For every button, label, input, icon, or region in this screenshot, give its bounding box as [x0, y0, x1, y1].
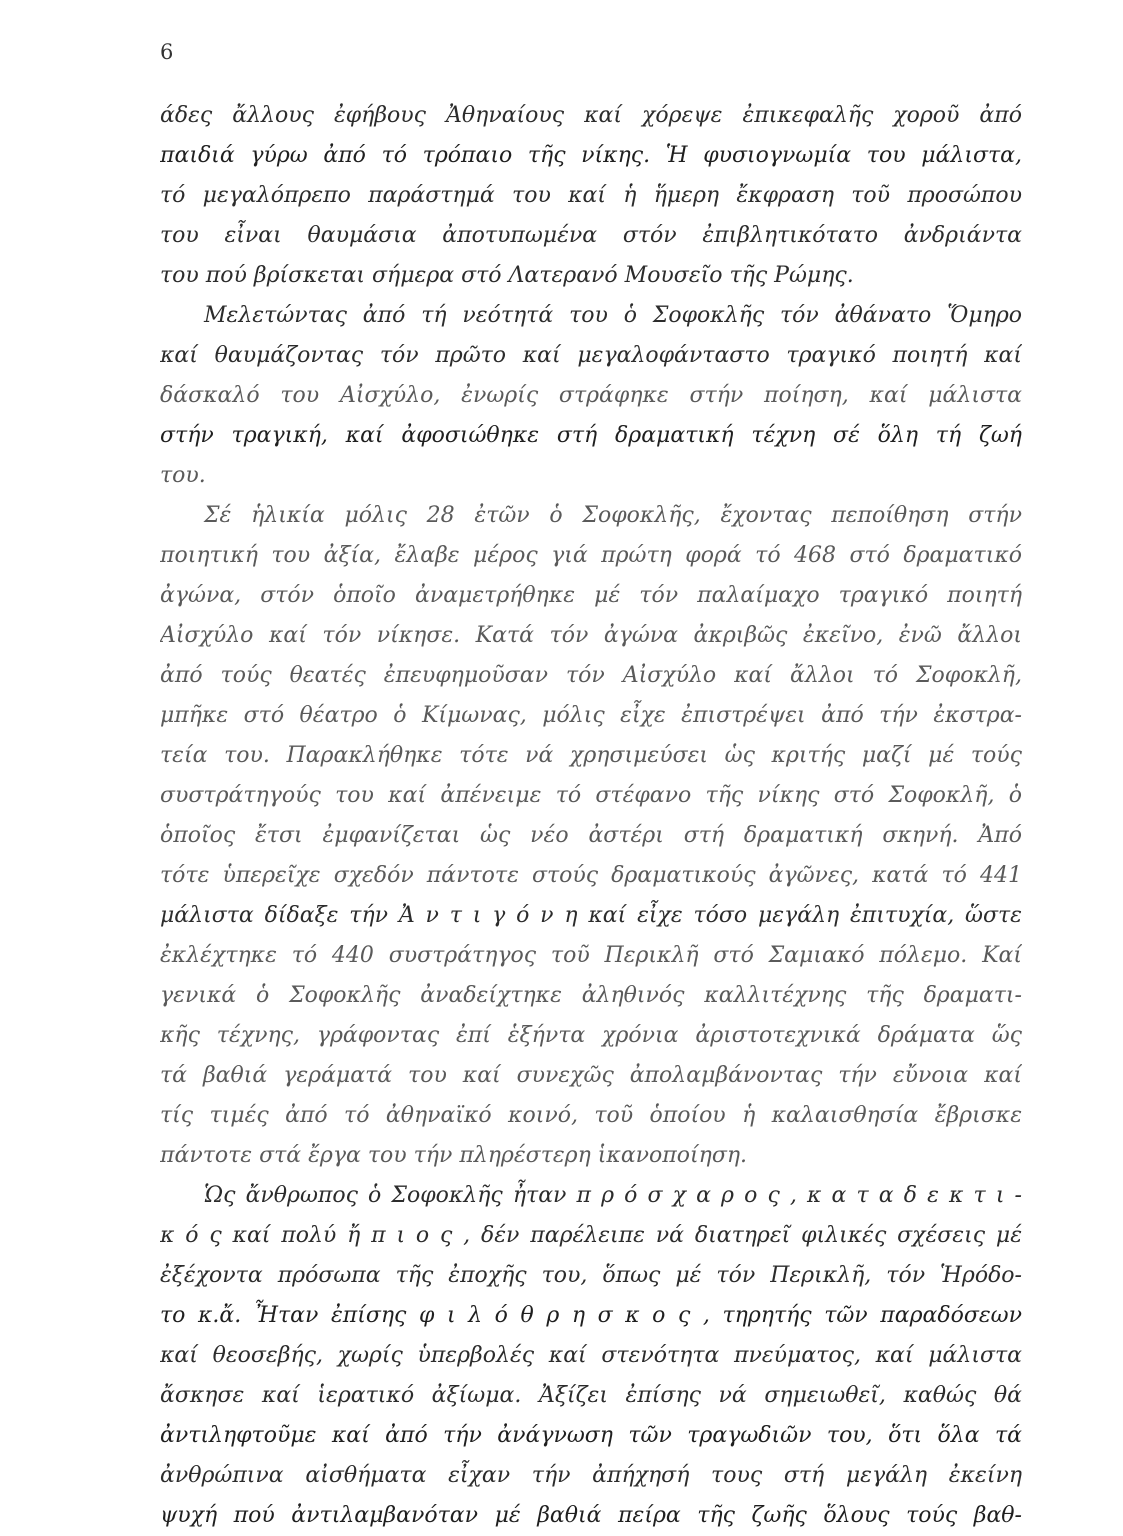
- text-line: του πού βρίσκεται σήμερα στό Λατερανό Μουσεῖο τῆς Ρώμης.: [160, 263, 854, 288]
- text-line: ἐξέχοντα πρόσωπα τῆς ἐποχῆς του, ὅπως μέ τόν Περικλῆ, τόν Ἡρόδο-: [160, 1263, 1022, 1288]
- text-line: τά βαθιά γεράματά του καί συνεχῶς ἀπολαμβάνοντας τήν εὔνοια καί: [160, 1063, 1022, 1088]
- text-line: ἀντιληφτοῦμε καί ἀπό τήν ἀνάγνωση τῶν τραγωδιῶν του, ὅτι ὅλα τά: [160, 1423, 1022, 1448]
- text-line: γενικά ὁ Σοφοκλῆς ἀναδείχτηκε ἀληθινός καλλιτέχνης τῆς δραματι-: [160, 983, 1022, 1008]
- text-line: δάσκαλό του Αἰσχύλο, ἐνωρίς στράφηκε στήν ποίηση, καί μάλιστα: [160, 383, 1022, 408]
- text-line: Ὡς ἄνθρωπος ὁ Σοφοκλῆς ἦταν π ρ ό σ χ α ρ ο ς , κ α τ α δ ε κ τ ι -: [204, 1183, 1022, 1208]
- text-line: στήν τραγική, καί ἀφοσιώθηκε στή δραματική τέχνη σέ ὅλη τή ζωή: [160, 423, 1022, 448]
- text-line: ἀγώνα, στόν ὁποῖο ἀναμετρήθηκε μέ τόν παλαίμαχο τραγικό ποιητή: [160, 583, 1022, 608]
- text-line: καί θαυμάζοντας τόν πρῶτο καί μεγαλοφάνταστο τραγικό ποιητή καί: [160, 343, 1022, 368]
- text-line: ὁποῖος ἔτσι ἐμφανίζεται ὡς νέο ἀστέρι στή δραματική σκηνή. Ἀπό: [160, 823, 1022, 848]
- text-line: συστράτηγούς του καί ἀπένειμε τό στέφανο τῆς νίκης στό Σοφοκλῆ, ὁ: [160, 783, 1022, 808]
- page-number: 6: [160, 40, 174, 64]
- text-line: κ ό ς καί πολύ ἤ π ι ο ς , δέν παρέλειπε νά διατηρεῖ φιλικές σχέσεις μέ: [160, 1223, 1022, 1248]
- text-line: πάντοτε στά ἔργα του τήν πληρέστερη ἱκανοποίηση.: [160, 1143, 748, 1168]
- text-line: Αἰσχύλο καί τόν νίκησε. Κατά τόν ἀγώνα ἀκριβῶς ἐκεῖνο, ἐνῶ ἄλλοι: [160, 623, 1022, 648]
- text-line: παιδιά γύρω ἀπό τό τρόπαιο τῆς νίκης. Ἡ φυσιογνωμία του μάλιστα,: [160, 143, 1022, 168]
- text-line: κῆς τέχνης, γράφοντας ἐπί ἑξήντα χρόνια ἀριστοτεχνικά δράματα ὥς: [160, 1023, 1022, 1048]
- text-line: ἄσκησε καί ἱερατικό ἀξίωμα. Ἀξίζει ἐπίσης νά σημειωθεῖ, καθώς θά: [160, 1383, 1022, 1408]
- text-line: μάλιστα δίδαξε τήν Ἀ ν τ ι γ ό ν η καί εἶχε τόσο μεγάλη ἐπιτυχία, ὥστε: [160, 903, 1022, 928]
- text-line: ἐκλέχτηκε τό 440 συστράτηγος τοῦ Περικλῆ στό Σαμιακό πόλεμο. Καί: [160, 943, 1022, 968]
- text-line: μπῆκε στό θέατρο ὁ Κίμωνας, μόλις εἶχε ἐπιστρέψει ἀπό τήν ἐκστρα-: [160, 703, 1022, 728]
- text-line: τεία του. Παρακλήθηκε τότε νά χρησιμεύσει ὡς κριτής μαζί μέ τούς: [160, 743, 1022, 768]
- text-line: τό μεγαλόπρεπο παράστημά του καί ἡ ἥμερη ἔκφραση τοῦ προσώπου: [160, 183, 1022, 208]
- text-line: ψυχή πού ἀντιλαμβανόταν μέ βαθιά πείρα τῆς ζωῆς ὅλους τούς βαθ-: [160, 1503, 1022, 1528]
- text-line: το κ.ἄ. Ἦταν ἐπίσης φ ι λ ό θ ρ η σ κ ο ς , τηρητής τῶν παραδόσεων: [160, 1303, 1022, 1328]
- text-line: ποιητική του ἀξία, ἔλαβε μέρος γιά πρώτη φορά τό 468 στό δραματικό: [160, 543, 1022, 568]
- text-line: του εἶναι θαυμάσια ἀποτυπωμένα στόν ἐπιβλητικότατο ἀνδριάντα: [160, 223, 1022, 248]
- text-line: Σέ ἡλικία μόλις 28 ἐτῶν ὁ Σοφοκλῆς, ἔχοντας πεποίθηση στήν: [204, 503, 1022, 528]
- text-line: τότε ὑπερεῖχε σχεδόν πάντοτε στούς δραματικούς ἀγῶνες, κατά τό 441: [160, 863, 1022, 888]
- text-line: τίς τιμές ἀπό τό ἀθηναϊκό κοινό, τοῦ ὁποίου ἡ καλαισθησία ἔβρισκε: [160, 1103, 1022, 1128]
- text-line: ἀπό τούς θεατές ἐπευφημοῦσαν τόν Αἰσχύλο καί ἄλλοι τό Σοφοκλῆ,: [160, 663, 1022, 688]
- text-line: του.: [160, 463, 206, 488]
- text-line: ἀνθρώπινα αἰσθήματα εἶχαν τήν ἀπήχησή τους στή μεγάλη ἐκείνη: [160, 1463, 1022, 1488]
- text-line: Μελετώντας ἀπό τή νεότητά του ὁ Σοφοκλῆς τόν ἀθάνατο Ὅμηρο: [204, 303, 1022, 328]
- text-line: καί θεοσεβής, χωρίς ὑπερβολές καί στενότητα πνεύματος, καί μάλιστα: [160, 1343, 1022, 1368]
- body-text: [160, 96, 1022, 1536]
- text-line: άδες ἄλλους ἐφήβους Ἀθηναίους καί χόρεψε ἐπικεφαλῆς χοροῦ ἀπό: [160, 103, 1022, 128]
